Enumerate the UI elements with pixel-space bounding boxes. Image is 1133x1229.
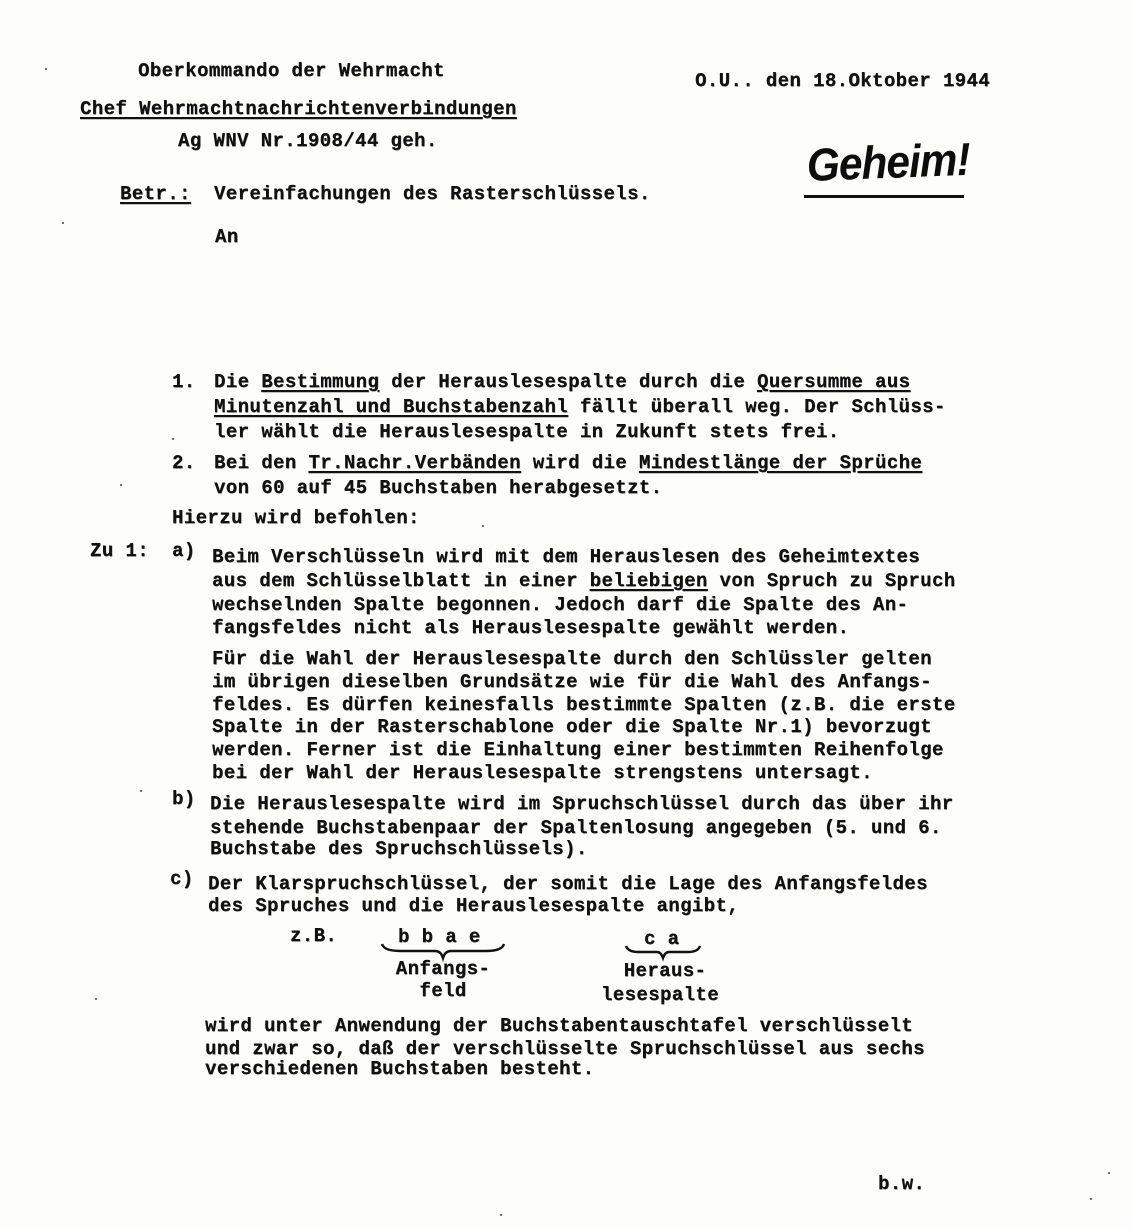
closing-line-1: wird unter Anwendung der Buchstabentauschtafel verschlüsselt xyxy=(205,1015,914,1037)
scan-speck xyxy=(172,438,174,440)
item-b-line-3: Buchstabe des Spruchschlüssels). xyxy=(210,838,588,860)
closing-line-3: verschiedenen Buchstaben besteht. xyxy=(205,1058,595,1080)
scan-speck xyxy=(1090,1198,1092,1200)
example-caption-1-line-1: Anfangs- xyxy=(395,958,491,980)
example-caption-2-line-1: Heraus- xyxy=(623,960,707,982)
example-prefix: z.B. xyxy=(290,925,338,947)
item-a2-line-2: im übrigen dieselben Grundsätze wie für die Wahl des Anfangs- xyxy=(212,671,932,693)
scan-speck xyxy=(482,525,484,527)
item-b-line-2: stehende Buchstabenpaar der Spaltenlosung angegeben (5. und 6. xyxy=(210,817,942,839)
item-a2-line-1: Für die Wahl der Herauslesespalte durch den Schlüssler gelten xyxy=(212,648,932,670)
point-1-number: 1. xyxy=(172,371,196,393)
closing-line-2: und zwar so, daß der verschlüsselte Spruchschlüssel aus sechs xyxy=(205,1038,925,1060)
item-a-line-4: fangsfeldes nicht als Herauslesespalte gewählt werden. xyxy=(212,617,850,639)
item-c-line-1: Der Klarspruchschlüssel, der somit die Lage des Anfangsfeldes xyxy=(208,873,928,895)
scan-speck xyxy=(140,790,142,792)
scan-speck xyxy=(120,484,122,486)
point-2-line-2: von 60 auf 45 Buchstaben herabgesetzt. xyxy=(214,477,663,499)
point-1-line-3: ler wählt die Herauslesespalte in Zukunft stets frei. xyxy=(214,421,840,443)
section-label: Zu 1: xyxy=(90,540,150,562)
item-c-label: c) xyxy=(170,868,194,890)
example-caption-2-line-2: lesespalte xyxy=(600,984,720,1006)
order-intro: Hierzu wird befohlen: xyxy=(172,507,420,529)
item-a2-line-6: bei der Wahl der Herauslesespalte strengstens untersagt. xyxy=(212,762,873,784)
stamp-underline xyxy=(804,195,964,198)
item-b-label: b) xyxy=(172,788,196,810)
example-caption-1-line-2: feld xyxy=(419,980,467,1002)
point-2-number: 2. xyxy=(172,452,196,474)
subject-label: Betr.: xyxy=(120,183,191,205)
scan-speck xyxy=(45,68,47,70)
example-group-2: c a xyxy=(644,928,680,950)
item-a2-line-3: feldes. Es dürfen keinesfalls bestimmte Spalten (z.B. die erste xyxy=(212,694,956,716)
scan-speck xyxy=(62,222,64,224)
subject-text: Vereinfachungen des Rasterschlüssels. xyxy=(214,183,651,205)
item-a-label: a) xyxy=(172,540,196,562)
item-b-line-1: Die Herauslesespalte wird im Spruchschlüssel durch das über ihr xyxy=(210,793,954,815)
item-a-line-2: aus dem Schlüsselblatt in einer beliebigen von Spruch zu Spruch xyxy=(212,570,956,592)
place-date: O.U.. den 18.Oktober 1944 xyxy=(695,70,991,92)
point-1-line-1: Die Bestimmung der Herauslesespalte durch die Quersumme aus xyxy=(214,371,911,393)
item-a-line-3: wechselnden Spalte begonnen. Jedoch darf die Spalte des An- xyxy=(212,594,909,616)
scan-speck xyxy=(95,998,97,1000)
example-brace-2 xyxy=(624,944,702,960)
point-1-line-2: Minutenzahl und Buchstabenzahl fällt überall weg. Der Schlüss- xyxy=(214,396,946,418)
point-2-line-1: Bei den Tr.Nachr.Verbänden wird die Mindestlänge der Sprüche xyxy=(214,452,923,474)
secret-stamp: Geheim! xyxy=(806,132,971,191)
org-line-1: Oberkommando der Wehrmacht xyxy=(138,60,445,82)
item-a-line-1: Beim Verschlüsseln wird mit dem Herauslesen des Geheimtextes xyxy=(212,546,921,568)
example-group-1: b b a e xyxy=(398,926,481,948)
item-a2-line-4: Spalte in der Rasterschablone oder die Spalte Nr.1) bevorzugt xyxy=(212,716,932,738)
reference-number: Ag WNV Nr.1908/44 geh. xyxy=(178,130,438,152)
item-a2-line-5: werden. Ferner ist die Einhaltung einer bestimmten Reihenfolge xyxy=(212,739,944,761)
scan-speck xyxy=(500,1214,502,1216)
org-line-2: Chef Wehrmachtnachrichtenverbindungen xyxy=(80,98,517,120)
please-turn-over: b.w. xyxy=(878,1173,926,1195)
addressee: An xyxy=(215,226,239,248)
item-c-line-2: des Spruches und die Herauslesespalte angibt, xyxy=(208,895,740,917)
scan-speck xyxy=(1108,1172,1110,1174)
